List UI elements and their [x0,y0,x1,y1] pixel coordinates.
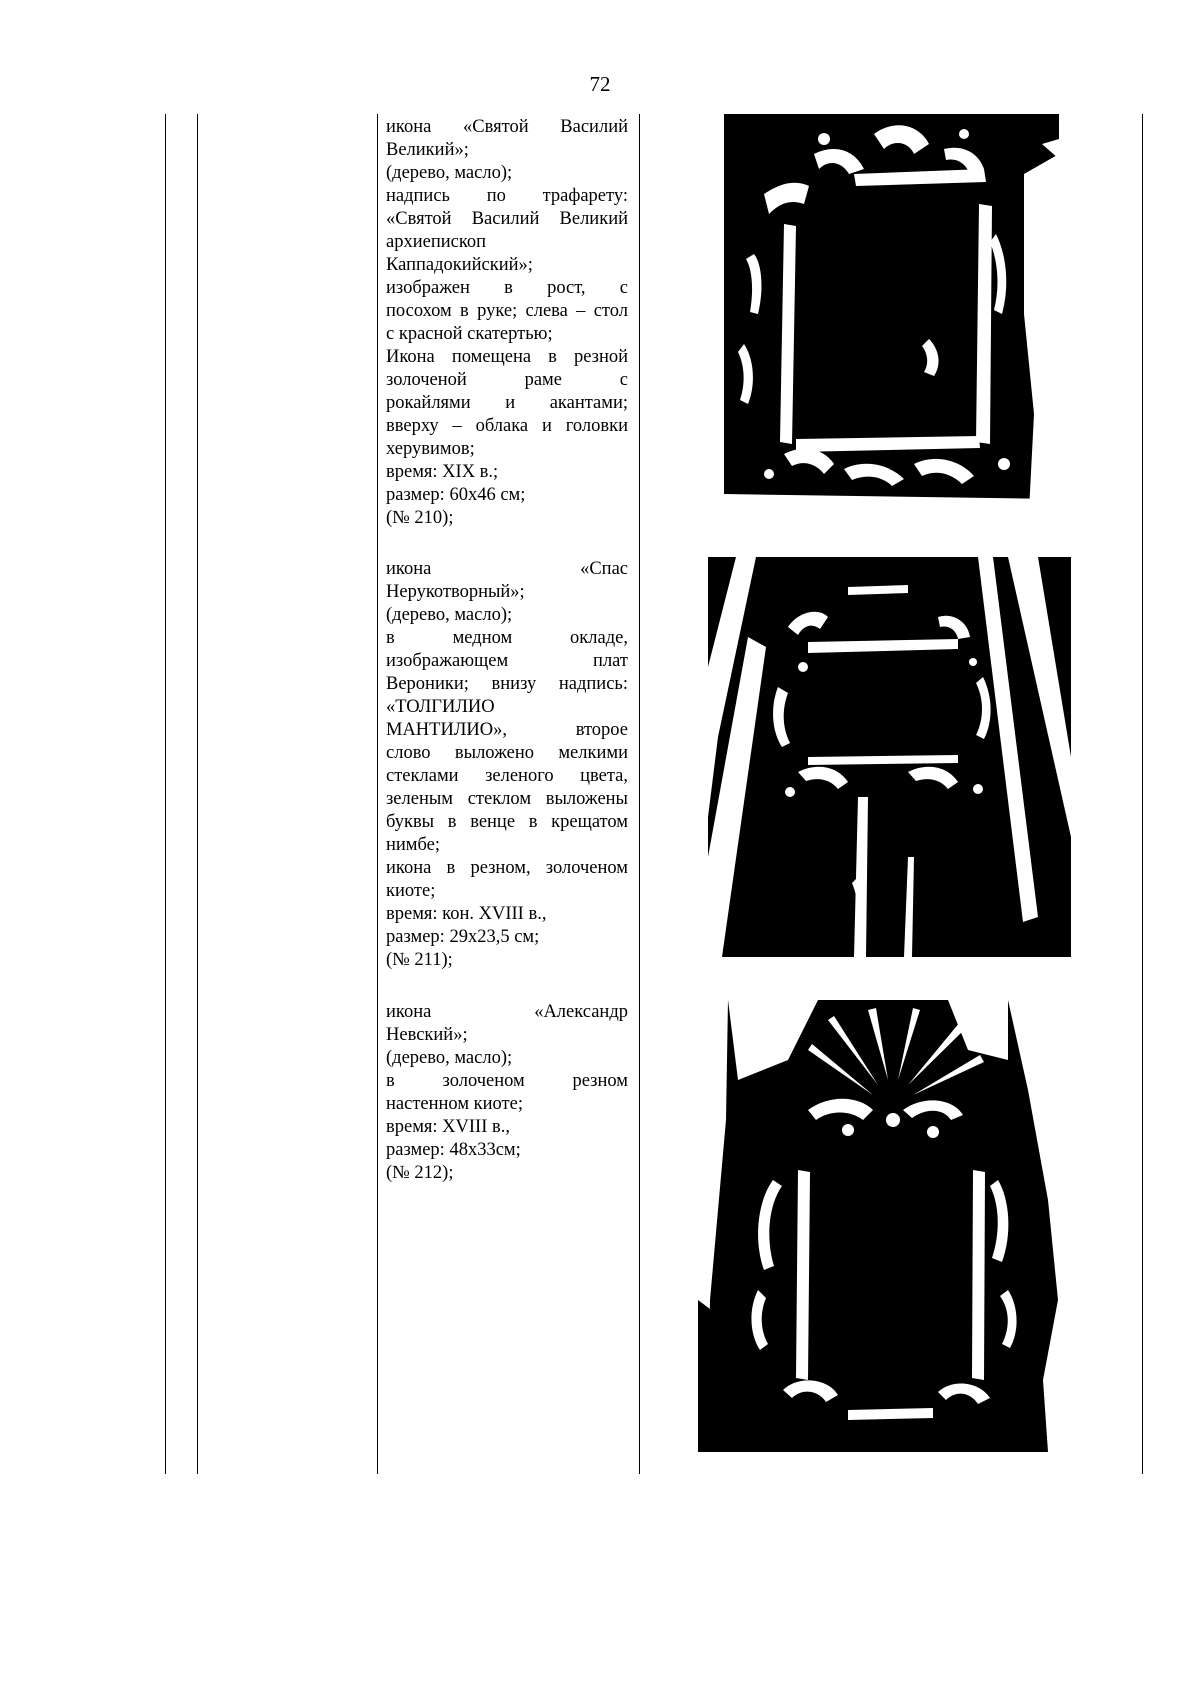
description-line: время: XVIII в., [386,1117,510,1137]
description-line: буквы в венце в крещатом [386,812,628,832]
icon-case-picture [708,557,1071,957]
table-column-divider-3 [639,114,640,1474]
description-line: стеклами зеленого цвета, [386,766,628,786]
page-number: 72 [589,72,611,96]
entry-210-description [386,116,628,530]
description-line: Икона помещена в резной [386,347,628,367]
description-line: Нерукотворный»; [386,582,525,602]
description-line: в золоченом резном [386,1071,628,1091]
description-line: время: XIX в.; [386,462,499,482]
ornate-frame-picture [724,114,1059,511]
description-line: киоте; [386,881,436,901]
description-line: время: кон. XVIII в., [386,904,547,924]
description-line: вверху – облака и головки [386,416,628,436]
description-line: (дерево, масло); [386,1048,513,1068]
wall-kiot-photo [698,1000,1082,1452]
description-line: МАНТИЛИО», второе [386,720,628,740]
description-line: слово выложено мелкими [386,743,628,763]
table-column-divider-1 [197,114,198,1474]
description-line: Великий»; [386,140,469,160]
table-column-divider-2 [377,114,378,1474]
description-line: зеленым стеклом выложены [386,789,628,809]
description-line: изображен в рост, с [386,278,628,298]
description-line: размер: 60х46 см; [386,485,526,505]
entry-211-description [386,558,628,972]
description-line: икона «Святой Василий [386,117,628,137]
table-border-right [1142,114,1143,1474]
description-line: икона «Спас [386,559,628,579]
description-line: херувимов; [386,439,475,459]
wall-kiot-picture [698,1000,1082,1452]
description-line: Невский»; [386,1025,468,1045]
description-line: икона в резном, золоченом [386,858,628,878]
description-line: Каппадокийский»; [386,255,533,275]
description-line: (№ 211); [386,950,453,970]
description-line: (дерево, масло); [386,163,513,183]
description-line: нимбе; [386,835,441,855]
description-line: посохом в руке; слева – стол [386,301,628,321]
description-line: надпись по трафарету: [386,186,628,206]
description-line: архиепископ [386,232,487,252]
description-line: (№ 210); [386,508,454,528]
table-border-left [165,114,166,1474]
description-line: икона «Александр [386,1002,628,1022]
description-line: настенном киоте; [386,1094,523,1114]
description-line: размер: 29х23,5 см; [386,927,540,947]
icon-case-photo [708,557,1071,957]
description-line: изображающем плат [386,651,628,671]
description-line: (дерево, масло); [386,605,513,625]
description-line: «ТОЛГИЛИО [386,697,495,717]
description-line: размер: 48х33см; [386,1140,521,1160]
description-line: (№ 212); [386,1163,454,1183]
description-line: рокайлями и акантами; [386,393,628,413]
description-line: Вероники; внизу надпись: [386,674,628,694]
ornate-frame-photo [724,114,1059,511]
description-line: «Святой Василий Великий [386,209,628,229]
description-line: с красной скатертью; [386,324,553,344]
entry-212-description [386,1001,628,1185]
description-line: золоченой раме с [386,370,628,390]
description-line: в медном окладе, [386,628,628,648]
